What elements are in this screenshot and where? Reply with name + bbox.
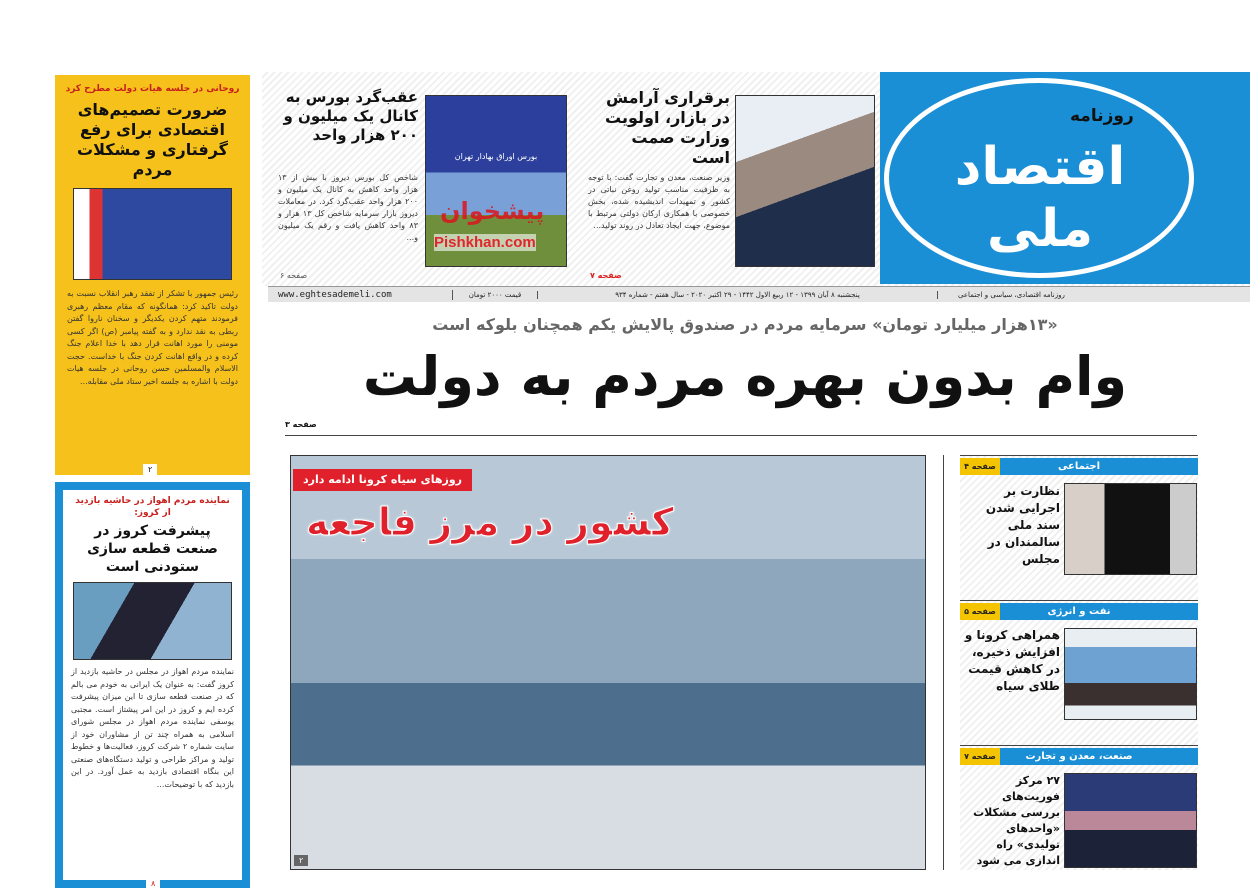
watermark-logo: پیشخوان (440, 197, 545, 225)
yellow-headline: ضرورت تصمیم‌های اقتصادی برای رفع گرفتاری و مشکلات مردم (77, 100, 228, 179)
section-headline[interactable]: همراهی کرونا و افزایش ذخیره، در کاهش قیمت طلای سیاه (964, 628, 1060, 693)
blue-headline: پیشرفت کروز در صنعت قطعه سازی ستودنی است (87, 523, 218, 575)
section-page[interactable]: صفحه ۷ (960, 748, 1000, 765)
section-title: نفت و انرژی (1047, 606, 1111, 617)
lead-kicker: «۱۳هزار میلیارد تومان» سرمایه مردم در صندوق پالایش یکم همچنان بلوکه است (432, 315, 1058, 334)
rouhani-photo (73, 188, 232, 280)
feature-page-num: ۲ (294, 855, 308, 866)
feature-headline[interactable]: کشور در مرز فاجعه (306, 500, 674, 544)
hospital-photo (290, 455, 926, 870)
date-issue: پنجشنبه ۸ آبان ۱۳۹۹ - ۱۲ ربیع الاول ۱۴۴۲ - ۲۹ اکتبر ۲۰۲۰ - سال هفتم - شماره ۹۳۴ (538, 291, 938, 299)
feature-tag: روزهای سیاه کرونا ادامه دارد (293, 469, 472, 491)
social-photo (1064, 483, 1197, 575)
industry-official-photo (1064, 773, 1197, 868)
blue-page-num: ۸ (146, 880, 160, 888)
section-page[interactable]: صفحه ۴ (960, 458, 1000, 475)
sections-column (960, 455, 1198, 870)
stock-exchange-photo (425, 95, 567, 267)
top-story-1-headline[interactable]: برقراری آرامش در بازار، اولویت وزارت صمت است (605, 88, 730, 167)
section-headline[interactable]: ۲۷ مرکز فوریت‌های بررسی مشکلات «واحدهای تولیدی» راه اندازی می شود (973, 774, 1060, 867)
section-social[interactable] (960, 458, 1198, 475)
column-divider (943, 455, 944, 870)
info-bar (268, 286, 1250, 302)
masthead[interactable] (880, 72, 1250, 284)
section-rule (960, 600, 1198, 601)
lead-headline[interactable]: وام بدون بهره مردم به دولت (362, 345, 1128, 408)
kerouz-visit-photo (73, 582, 232, 660)
section-title: صنعت، معدن و تجارت (1025, 751, 1133, 762)
logo-text: اقتصاد ملی (954, 137, 1126, 259)
section-industry-trade[interactable] (960, 748, 1198, 765)
watermark-url: Pishkhan.com (434, 234, 536, 251)
top-story-2-headline[interactable]: عقب‌گرد بورس به کانال یک میلیون و ۲۰۰ هزار واحد (283, 88, 418, 144)
section-title: اجتماعی (1057, 461, 1101, 472)
section-page[interactable]: صفحه ۵ (960, 603, 1000, 620)
top-story-2-page[interactable]: صفحه ۶ (280, 271, 308, 280)
lead-page[interactable]: صفحه ۳ (285, 420, 317, 429)
tagline: روزنامه اقتصادی، سیاسی و اجتماعی (958, 290, 1065, 299)
logo-prefix: روزنامه (1070, 106, 1134, 126)
sidebar-blue-box[interactable] (55, 482, 250, 888)
website-link[interactable]: www.eghtesademeli.com (268, 290, 453, 300)
yellow-kicker: روحانی در جلسه هیات دولت مطرح کرد (65, 84, 240, 94)
minister-photo (735, 95, 875, 267)
top-story-2-body: شاخص کل بورس دیروز با بیش از ۱۳ هزار واحد کاهش به کانال یک میلیون و ۲۰۰ هزار واحد عقب‌گرد کرد. در معاملات دیروز بازار سرمایه شاخص کل ۱۳ هزار و ۸۳ واحد کاهش یافت و رقم یک میلیون و... (278, 173, 418, 242)
section-rule (960, 745, 1198, 746)
oil-price-photo (1064, 628, 1197, 720)
section-headline[interactable]: نظارت بر اجرایی شدن سند ملی سالمندان در مجلس (985, 484, 1060, 566)
yellow-body: رئیس جمهور با تشکر از تفقد رهبر انقلاب نسبت به دولت تاکید کرد: همانگونه که مقام معظم رهبری فرمودند متهم کردن یکدیگر و سخنان ناروا گفتن ربطی به نقد ندارد و به گفته پیامبر (ص) اگر کسی مومنی را مورد اهانت قرار دهد با خدا اعلام جنگ کرده و در واقع اهانت کردن جنگ با خداست. حجت الاسلام والمسلمین حسن روحانی در جلسه هیات دولت با اشاره به جلسه اخیر ستاد ملی مقابله... (67, 289, 238, 386)
section-rule (960, 455, 1198, 456)
stock-exchange-sign: بورس اوراق بهادار تهران (454, 152, 538, 161)
section-oil-energy[interactable] (960, 603, 1198, 620)
top-story-1-body: وزیر صنعت، معدن و تجارت گفت: با توجه به ظرفیت مناسب تولید روغن نباتی در کشور و تمهیدات اندیشیده شده، بخش خصوصی با همکاری ارکان دولتی مرتبط با موضوع، جهت ایجاد تعادل در روند تولید... (588, 173, 730, 230)
top-story-1-page[interactable]: صفحه ۷ (590, 271, 622, 280)
price: قیمت ۲۰۰۰ تومان (453, 291, 538, 299)
lead-rule (285, 435, 1197, 436)
blue-body: نماینده مردم اهواز در مجلس در حاشیه بازدید از کروز گفت: به عنوان یک ایرانی به خودم می بالم که در صنعت قطعه سازی تا این میزان پیشرفت کرده ایم و کروز در این امر پیشتاز است. مجتبی یوسفی نماینده مردم اهواز در مجلس شورای اسلامی به همراه چند تن از مشاوران خود از سایت شماره ۲ شرکت کروز، فعالیت‌ها و خطوط تولید و مراکز طراحی و تولید دستگاه‌های صنعتی این بنگاه اقتصادی بازدید به عمل آورد. در این بازدید که با توضیحات... (71, 667, 234, 789)
sidebar-yellow-box[interactable] (55, 75, 250, 475)
yellow-page-num: ۲ (143, 464, 157, 475)
blue-kicker: نماینده مردم اهواز در حاشیه بازدید از کروز: (75, 496, 230, 518)
